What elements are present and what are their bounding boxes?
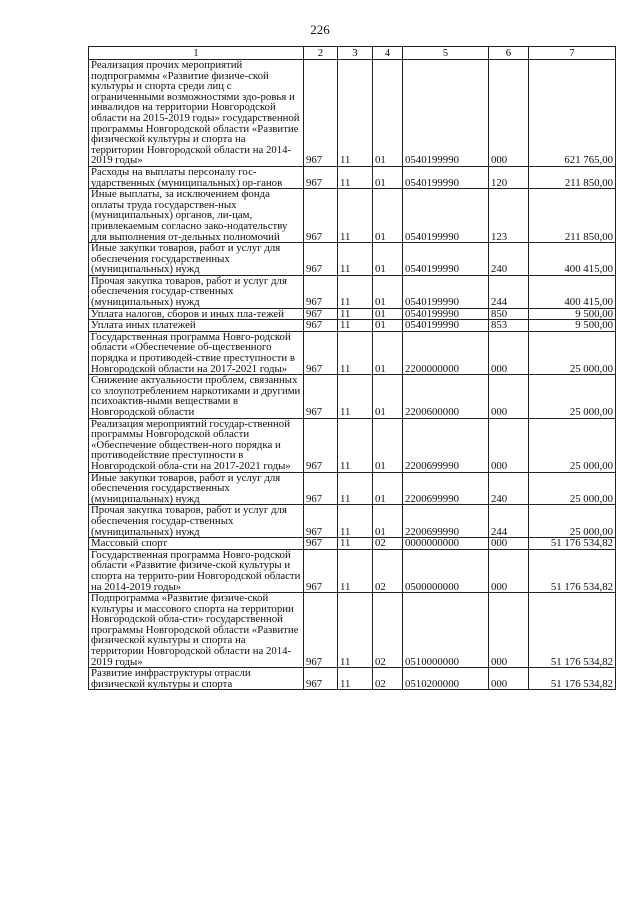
subsection-code-cell: 02: [373, 549, 403, 592]
section-code-cell: 11: [338, 505, 373, 538]
target-article-cell: 0540199990: [403, 320, 489, 332]
table-header-row: [89, 47, 616, 60]
header-col-7: 7: [529, 47, 616, 60]
expense-type-cell: 000: [489, 668, 529, 690]
target-article-cell: 0540199990: [403, 243, 489, 276]
row-name-cell: Снижение актуальности проблем, связанных со злоупотреблением наркотиками и другими психоактив-ными веществами в Новгородской области: [89, 375, 304, 418]
target-article-cell: 0540199990: [403, 308, 489, 320]
expense-type-cell: 120: [489, 166, 529, 188]
target-article-cell: 0000000000: [403, 538, 489, 550]
subsection-code-cell: 01: [373, 166, 403, 188]
ved-code-cell: 967: [304, 243, 338, 276]
ved-code-cell: 967: [304, 472, 338, 505]
subsection-code-cell: 01: [373, 308, 403, 320]
ved-code-cell: 967: [304, 593, 338, 668]
row-name-cell: Иные закупки товаров, работ и услуг для обеспечения государственных (муниципальных) нужд: [89, 472, 304, 505]
target-article-cell: 2200699990: [403, 505, 489, 538]
table-row: [89, 275, 616, 308]
ved-code-cell: 967: [304, 166, 338, 188]
page-number: 226: [310, 22, 330, 37]
amount-cell: 25 000,00: [529, 505, 616, 538]
expense-type-cell: 123: [489, 189, 529, 243]
table-body: [89, 60, 616, 690]
section-code-cell: 11: [338, 275, 373, 308]
amount-cell: 51 176 534,82: [529, 668, 616, 690]
target-article-cell: 2200699990: [403, 418, 489, 472]
section-code-cell: 11: [338, 549, 373, 592]
expense-type-cell: 000: [489, 549, 529, 592]
table-row: [89, 166, 616, 188]
target-article-cell: 2200600000: [403, 375, 489, 418]
table-row: [89, 593, 616, 668]
amount-cell: 400 415,00: [529, 243, 616, 276]
subsection-code-cell: 02: [373, 593, 403, 668]
expense-type-cell: 244: [489, 275, 529, 308]
row-name-cell: Иные выплаты, за исключением фонда оплаты труда государствен-ных (муниципальных) органов, ли-цам, привлекаемым согласно зако-нодательству для выполнения от-дельных полномочий: [89, 189, 304, 243]
row-name-cell: Уплата налогов, сборов и иных пла-тежей: [89, 308, 304, 320]
row-name-cell: Иные закупки товаров, работ и услуг для обеспечения государственных (муниципальных) нужд: [89, 243, 304, 276]
section-code-cell: 11: [338, 593, 373, 668]
expense-type-cell: 240: [489, 243, 529, 276]
table-row: [89, 549, 616, 592]
target-article-cell: 0540199990: [403, 189, 489, 243]
amount-cell: 211 850,00: [529, 166, 616, 188]
section-code-cell: 11: [338, 243, 373, 276]
expense-type-cell: 000: [489, 418, 529, 472]
subsection-code-cell: 01: [373, 320, 403, 332]
row-name-cell: Реализация мероприятий государ-ственной программы Новгородской области «Обеспечение обществен-ного порядка и противодействие преступности в Новгородской обла-сти на 2017-2021 годы»: [89, 418, 304, 472]
section-code-cell: 11: [338, 60, 373, 167]
ved-code-cell: 967: [304, 668, 338, 690]
expense-type-cell: 240: [489, 472, 529, 505]
section-code-cell: 11: [338, 418, 373, 472]
amount-cell: 25 000,00: [529, 472, 616, 505]
row-name-cell: Развитие инфраструктуры отрасли физической культуры и спорта: [89, 668, 304, 690]
section-code-cell: 11: [338, 538, 373, 550]
table-row: [89, 375, 616, 418]
ved-code-cell: 967: [304, 60, 338, 167]
ved-code-cell: 967: [304, 418, 338, 472]
amount-cell: 25 000,00: [529, 418, 616, 472]
row-name-cell: Государственная программа Новго-родской области «Развитие физиче-ской культуры и спорта на террито-рии Новгородской области на 2014-2019 годы»: [89, 549, 304, 592]
subsection-code-cell: 01: [373, 331, 403, 374]
header-col-5: 5: [403, 47, 489, 60]
row-name-cell: Уплата иных платежей: [89, 320, 304, 332]
subsection-code-cell: 01: [373, 472, 403, 505]
amount-cell: 211 850,00: [529, 189, 616, 243]
table-row: [89, 472, 616, 505]
target-article-cell: 0540199990: [403, 60, 489, 167]
table-row: [89, 331, 616, 374]
amount-cell: 9 500,00: [529, 320, 616, 332]
subsection-code-cell: 01: [373, 375, 403, 418]
row-name-cell: Прочая закупка товаров, работ и услуг для обеспечения государ-ственных (муниципальных) нужд: [89, 275, 304, 308]
ved-code-cell: 967: [304, 189, 338, 243]
expense-type-cell: 000: [489, 60, 529, 167]
row-name-cell: Прочая закупка товаров, работ и услуг для обеспечения государ-ственных (муниципальных) нужд: [89, 505, 304, 538]
header-col-1: 1: [89, 47, 304, 60]
ved-code-cell: 967: [304, 549, 338, 592]
header-col-6: 6: [489, 47, 529, 60]
table-row: [89, 418, 616, 472]
table-row: [89, 320, 616, 332]
table-row: [89, 505, 616, 538]
table-row: [89, 538, 616, 550]
target-article-cell: 0540199990: [403, 166, 489, 188]
subsection-code-cell: 01: [373, 505, 403, 538]
ved-code-cell: 967: [304, 505, 338, 538]
subsection-code-cell: 01: [373, 275, 403, 308]
expense-type-cell: 000: [489, 331, 529, 374]
ved-code-cell: 967: [304, 320, 338, 332]
amount-cell: 51 176 534,82: [529, 549, 616, 592]
amount-cell: 25 000,00: [529, 375, 616, 418]
expense-type-cell: 000: [489, 593, 529, 668]
section-code-cell: 11: [338, 331, 373, 374]
table-row: [89, 243, 616, 276]
target-article-cell: 0540199990: [403, 275, 489, 308]
amount-cell: 51 176 534,82: [529, 538, 616, 550]
row-name-cell: Государственная программа Новго-родской области «Обеспечение об-щественного порядка и противодей-ствие преступности в Новгородской области на 2017-2021 годы»: [89, 331, 304, 374]
expense-type-cell: 850: [489, 308, 529, 320]
header-col-3: 3: [338, 47, 373, 60]
ved-code-cell: 967: [304, 308, 338, 320]
target-article-cell: 0510200000: [403, 668, 489, 690]
header-col-2: 2: [304, 47, 338, 60]
table-row: [89, 60, 616, 167]
table-row: [89, 668, 616, 690]
table-row: [89, 189, 616, 243]
amount-cell: 400 415,00: [529, 275, 616, 308]
subsection-code-cell: 01: [373, 189, 403, 243]
section-code-cell: 11: [338, 320, 373, 332]
target-article-cell: 0500000000: [403, 549, 489, 592]
ved-code-cell: 967: [304, 538, 338, 550]
section-code-cell: 11: [338, 472, 373, 505]
section-code-cell: 11: [338, 308, 373, 320]
target-article-cell: 2200699990: [403, 472, 489, 505]
expense-type-cell: 000: [489, 538, 529, 550]
section-code-cell: 11: [338, 189, 373, 243]
subsection-code-cell: 01: [373, 418, 403, 472]
subsection-code-cell: 01: [373, 243, 403, 276]
ved-code-cell: 967: [304, 331, 338, 374]
amount-cell: 51 176 534,82: [529, 593, 616, 668]
target-article-cell: 0510000000: [403, 593, 489, 668]
amount-cell: 25 000,00: [529, 331, 616, 374]
expense-type-cell: 853: [489, 320, 529, 332]
row-name-cell: Подпрограмма «Развитие физиче-ской культуры и массового спорта на территории Новгородской обла-сти» государственной программы Новгородской области «Развитие физической культуры и спорта на территории Новгородской области на 2014-2019 годы»: [89, 593, 304, 668]
expense-type-cell: 000: [489, 375, 529, 418]
amount-cell: 621 765,00: [529, 60, 616, 167]
amount-cell: 9 500,00: [529, 308, 616, 320]
expense-type-cell: 244: [489, 505, 529, 538]
section-code-cell: 11: [338, 668, 373, 690]
row-name-cell: Реализация прочих мероприятий подпрограммы «Развитие физиче-ской культуры и спорта среди лиц с ограниченными возможностями здо-ровья и инвалидов на территории Новгородской области на 2015-2019 годы» государственной программы Новгородской области «Развитие физической культуры и спорта на территории Новгородской области на 2014-2019 годы»: [89, 60, 304, 167]
subsection-code-cell: 02: [373, 668, 403, 690]
row-name-cell: Массовый спорт: [89, 538, 304, 550]
section-code-cell: 11: [338, 166, 373, 188]
target-article-cell: 2200000000: [403, 331, 489, 374]
ved-code-cell: 967: [304, 375, 338, 418]
budget-table: [88, 46, 616, 690]
subsection-code-cell: 02: [373, 538, 403, 550]
table-row: [89, 308, 616, 320]
section-code-cell: 11: [338, 375, 373, 418]
ved-code-cell: 967: [304, 275, 338, 308]
subsection-code-cell: 01: [373, 60, 403, 167]
row-name-cell: Расходы на выплаты персоналу гос-ударственных (муниципальных) ор-ганов: [89, 166, 304, 188]
header-col-4: 4: [373, 47, 403, 60]
